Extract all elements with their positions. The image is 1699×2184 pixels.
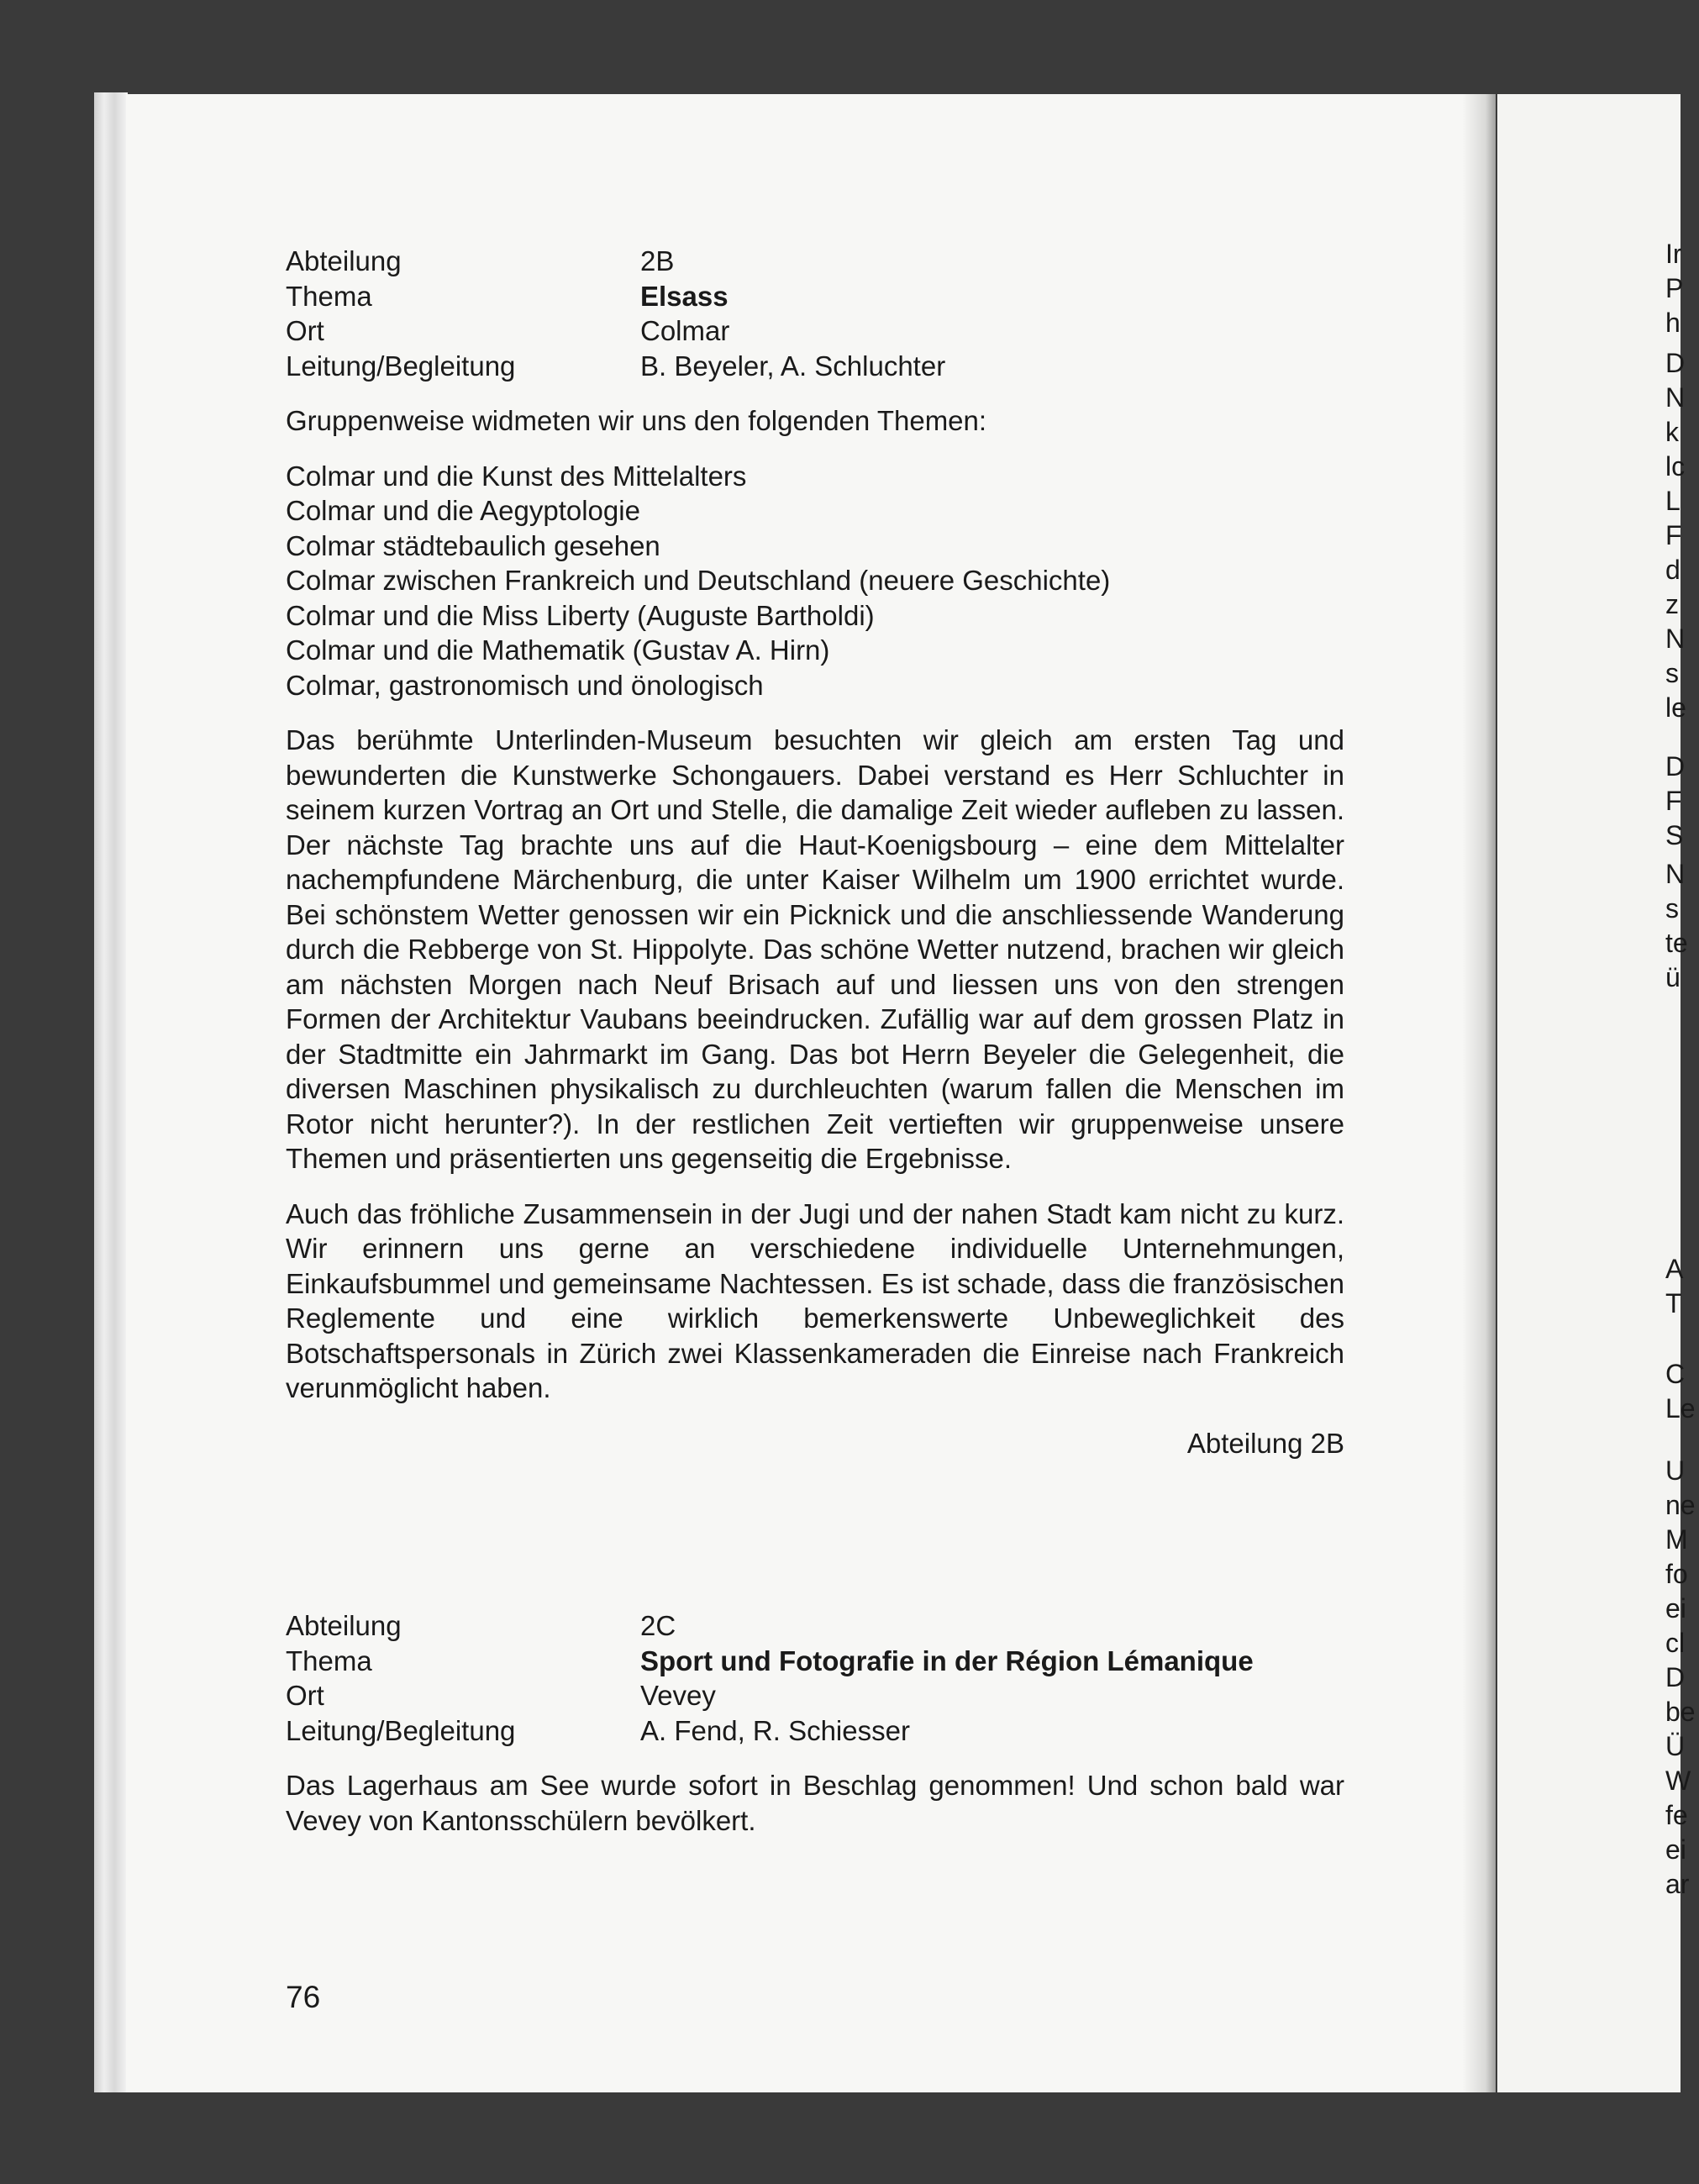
right-page-fragment-group — [1665, 1252, 1699, 1321]
right-page-fragment: fo — [1665, 1559, 1688, 1589]
topic-list — [286, 459, 1344, 703]
right-page-fragment-group — [1665, 346, 1699, 725]
meta-row-thema — [286, 279, 1344, 314]
meta-label: Ort — [286, 1680, 324, 1711]
right-page-fragment: d — [1665, 555, 1681, 585]
right-page-fragment: T — [1665, 1288, 1682, 1318]
right-page-fragment: C — [1665, 1359, 1686, 1389]
meta-row-leitung — [286, 349, 1344, 384]
meta-value-abteilung: 2B — [640, 245, 675, 276]
page-content — [286, 244, 1344, 1838]
right-page-fragment-group — [1665, 237, 1699, 340]
right-page-fragment: D — [1665, 1662, 1686, 1692]
meta-row-abteilung — [286, 1608, 1344, 1644]
right-page-fragment: F — [1665, 786, 1682, 816]
right-page-fragment: Le — [1665, 1393, 1696, 1424]
meta-value-leitung: B. Beyeler, A. Schluchter — [640, 350, 946, 382]
right-page-fragment: L — [1665, 486, 1681, 516]
right-page-fragment: U — [1665, 1455, 1686, 1486]
right-page — [1497, 94, 1696, 2092]
right-page-fragment: N — [1665, 382, 1686, 413]
meta-label: Ort — [286, 315, 324, 346]
meta-value-abteilung: 2C — [640, 1610, 676, 1641]
right-page-fragment: D — [1665, 751, 1686, 782]
right-page-fragment: S — [1665, 820, 1684, 850]
right-page-fragment: Ü — [1665, 1731, 1686, 1761]
right-page-fragment: s — [1665, 893, 1679, 924]
right-page-fragment: z — [1665, 589, 1679, 619]
right-page-fragment: P — [1665, 273, 1684, 303]
list-item: Colmar, gastronomisch und önologisch — [286, 669, 764, 701]
list-item: Colmar städtebaulich gesehen — [286, 529, 660, 561]
list-item: Colmar zwischen Frankreich und Deutschland (neuere Geschichte) — [286, 565, 1111, 596]
right-page-fragment: s — [1665, 658, 1679, 688]
body-paragraph: Das berühmte Unterlinden-Museum besuchten wir gleich am ersten Tag und bewunderten die Kunstwerke Schongauers. Dabei verstand es Herr Schluchter in seinem kurzen Vortrag an Ort und Stelle, die damalige Zeit wieder aufleben zu lassen. Der nächste Tag brachte uns auf die Haut-Koenigsbourg – eine dem Mittelalter nachempfundene Märchenburg, die unter Kaiser Wilhelm um 1900 errichtet wurde. Bei schönstem Wetter genossen wir ein Picknick und die anschliessende Wanderung durch die Rebberge von St. Hippolyte. Das schöne Wetter nutzend, brachen wir gleich am nächsten Morgen nach Neuf Brisach auf und liessen uns von den strengen Formen der Architektur Vaubans beeindrucken. Zufällig war auf dem grossen Platz in der Stadtmitte ein Jahrmarkt im Gang. Das bot Herrn Beyeler die Gelegenheit, die diversen Maschinen physikalisch zu durchleuchten (warum fallen die Menschen im Rotor nicht herunter?). In der restlichen Zeit vertieften wir gruppenweise unsere Themen und präsentierten uns gegenseitig die Ergebnisse. — [286, 724, 1344, 1174]
list-item: Colmar und die Mathematik (Gustav A. Hirn) — [286, 634, 830, 666]
right-page-fragment: ne — [1665, 1490, 1696, 1520]
right-page-fragment: be — [1665, 1697, 1696, 1727]
right-page-fragment: N — [1665, 859, 1686, 889]
book-page-edges — [94, 92, 128, 2092]
body-paragraph: Das Lagerhaus am See wurde sofort in Beschlag genommen! Und schon bald war Vevey von Kantonsschülern bevölkert. — [286, 1770, 1344, 1836]
right-page-fragment-group — [1665, 1454, 1699, 1902]
signature: Abteilung 2B — [1186, 1427, 1344, 1459]
right-page-fragment: le — [1665, 692, 1686, 723]
right-page-fragment: lc — [1665, 451, 1686, 482]
section-2c-meta — [286, 1608, 1344, 1748]
meta-row-ort — [286, 1678, 1344, 1713]
right-page-fragment: fe — [1665, 1800, 1688, 1830]
right-page-fragment: N — [1665, 624, 1686, 654]
right-page-fragment: ü — [1665, 962, 1681, 992]
section-title: Sport und Fotografie in der Région Lémanique — [640, 1645, 1254, 1676]
right-page-fragment: Ir — [1665, 239, 1682, 269]
meta-value-ort: Vevey — [640, 1680, 716, 1711]
meta-row-abteilung — [286, 244, 1344, 279]
right-page-fragment: ei — [1665, 1593, 1686, 1624]
meta-value-leitung: A. Fend, R. Schiesser — [640, 1714, 910, 1746]
topics-intro: Gruppenweise widmeten wir uns den folgenden Themen: — [286, 405, 987, 436]
page-number: 76 — [286, 1980, 321, 2014]
right-page-fragment: F — [1665, 520, 1682, 550]
meta-value-ort: Colmar — [640, 315, 730, 346]
body-paragraph: Auch das fröhliche Zusammensein in der Jugi und der nahen Stadt kam nicht zu kurz. Wir erinnern uns gerne an verschiedene individuelle Unternehmungen, Einkaufsbummel und gemeinsame Nachtessen. Es ist schade, dass die französischen Reglemente und eine wirklich bemerkenswerte Unbeweglichkeit des Botschaftspersonals in Zürich zwei Klassenkameraden die Einreise nach Frankreich verunmöglicht haben. — [286, 1197, 1344, 1403]
right-page-fragment: ei — [1665, 1834, 1686, 1865]
right-page-fragment: D — [1665, 348, 1686, 378]
right-page-fragment: k — [1665, 417, 1679, 447]
section-2b-meta — [286, 244, 1344, 383]
right-page-fragment: h — [1665, 308, 1681, 338]
right-page-fragment: ar — [1665, 1869, 1690, 1899]
right-page-fragment-group — [1665, 1357, 1699, 1426]
list-item: Colmar und die Aegyptologie — [286, 495, 640, 526]
right-page-fragment: te — [1665, 928, 1688, 958]
meta-row-ort — [286, 313, 1344, 349]
meta-row-thema — [286, 1644, 1344, 1679]
right-page-fragment: cl — [1665, 1628, 1686, 1658]
meta-label: Abteilung — [286, 245, 402, 276]
meta-label: Thema — [286, 1645, 372, 1676]
meta-label: Leitung/Begleitung — [286, 350, 516, 382]
right-page-fragment: A — [1665, 1254, 1684, 1284]
list-item: Colmar und die Kunst des Mittelalters — [286, 460, 747, 492]
list-item: Colmar und die Miss Liberty (Auguste Bartholdi) — [286, 599, 875, 631]
meta-label: Leitung/Begleitung — [286, 1714, 516, 1746]
right-page-fragment: M — [1665, 1524, 1688, 1555]
section-title: Elsass — [640, 280, 729, 312]
meta-label: Abteilung — [286, 1610, 402, 1641]
right-page-fragment-group — [1665, 857, 1699, 995]
right-page-fragment: W — [1665, 1766, 1691, 1796]
right-page-fragment-group — [1665, 750, 1699, 853]
book-gutter — [1462, 94, 1496, 2092]
meta-row-leitung — [286, 1713, 1344, 1749]
meta-label: Thema — [286, 280, 372, 312]
